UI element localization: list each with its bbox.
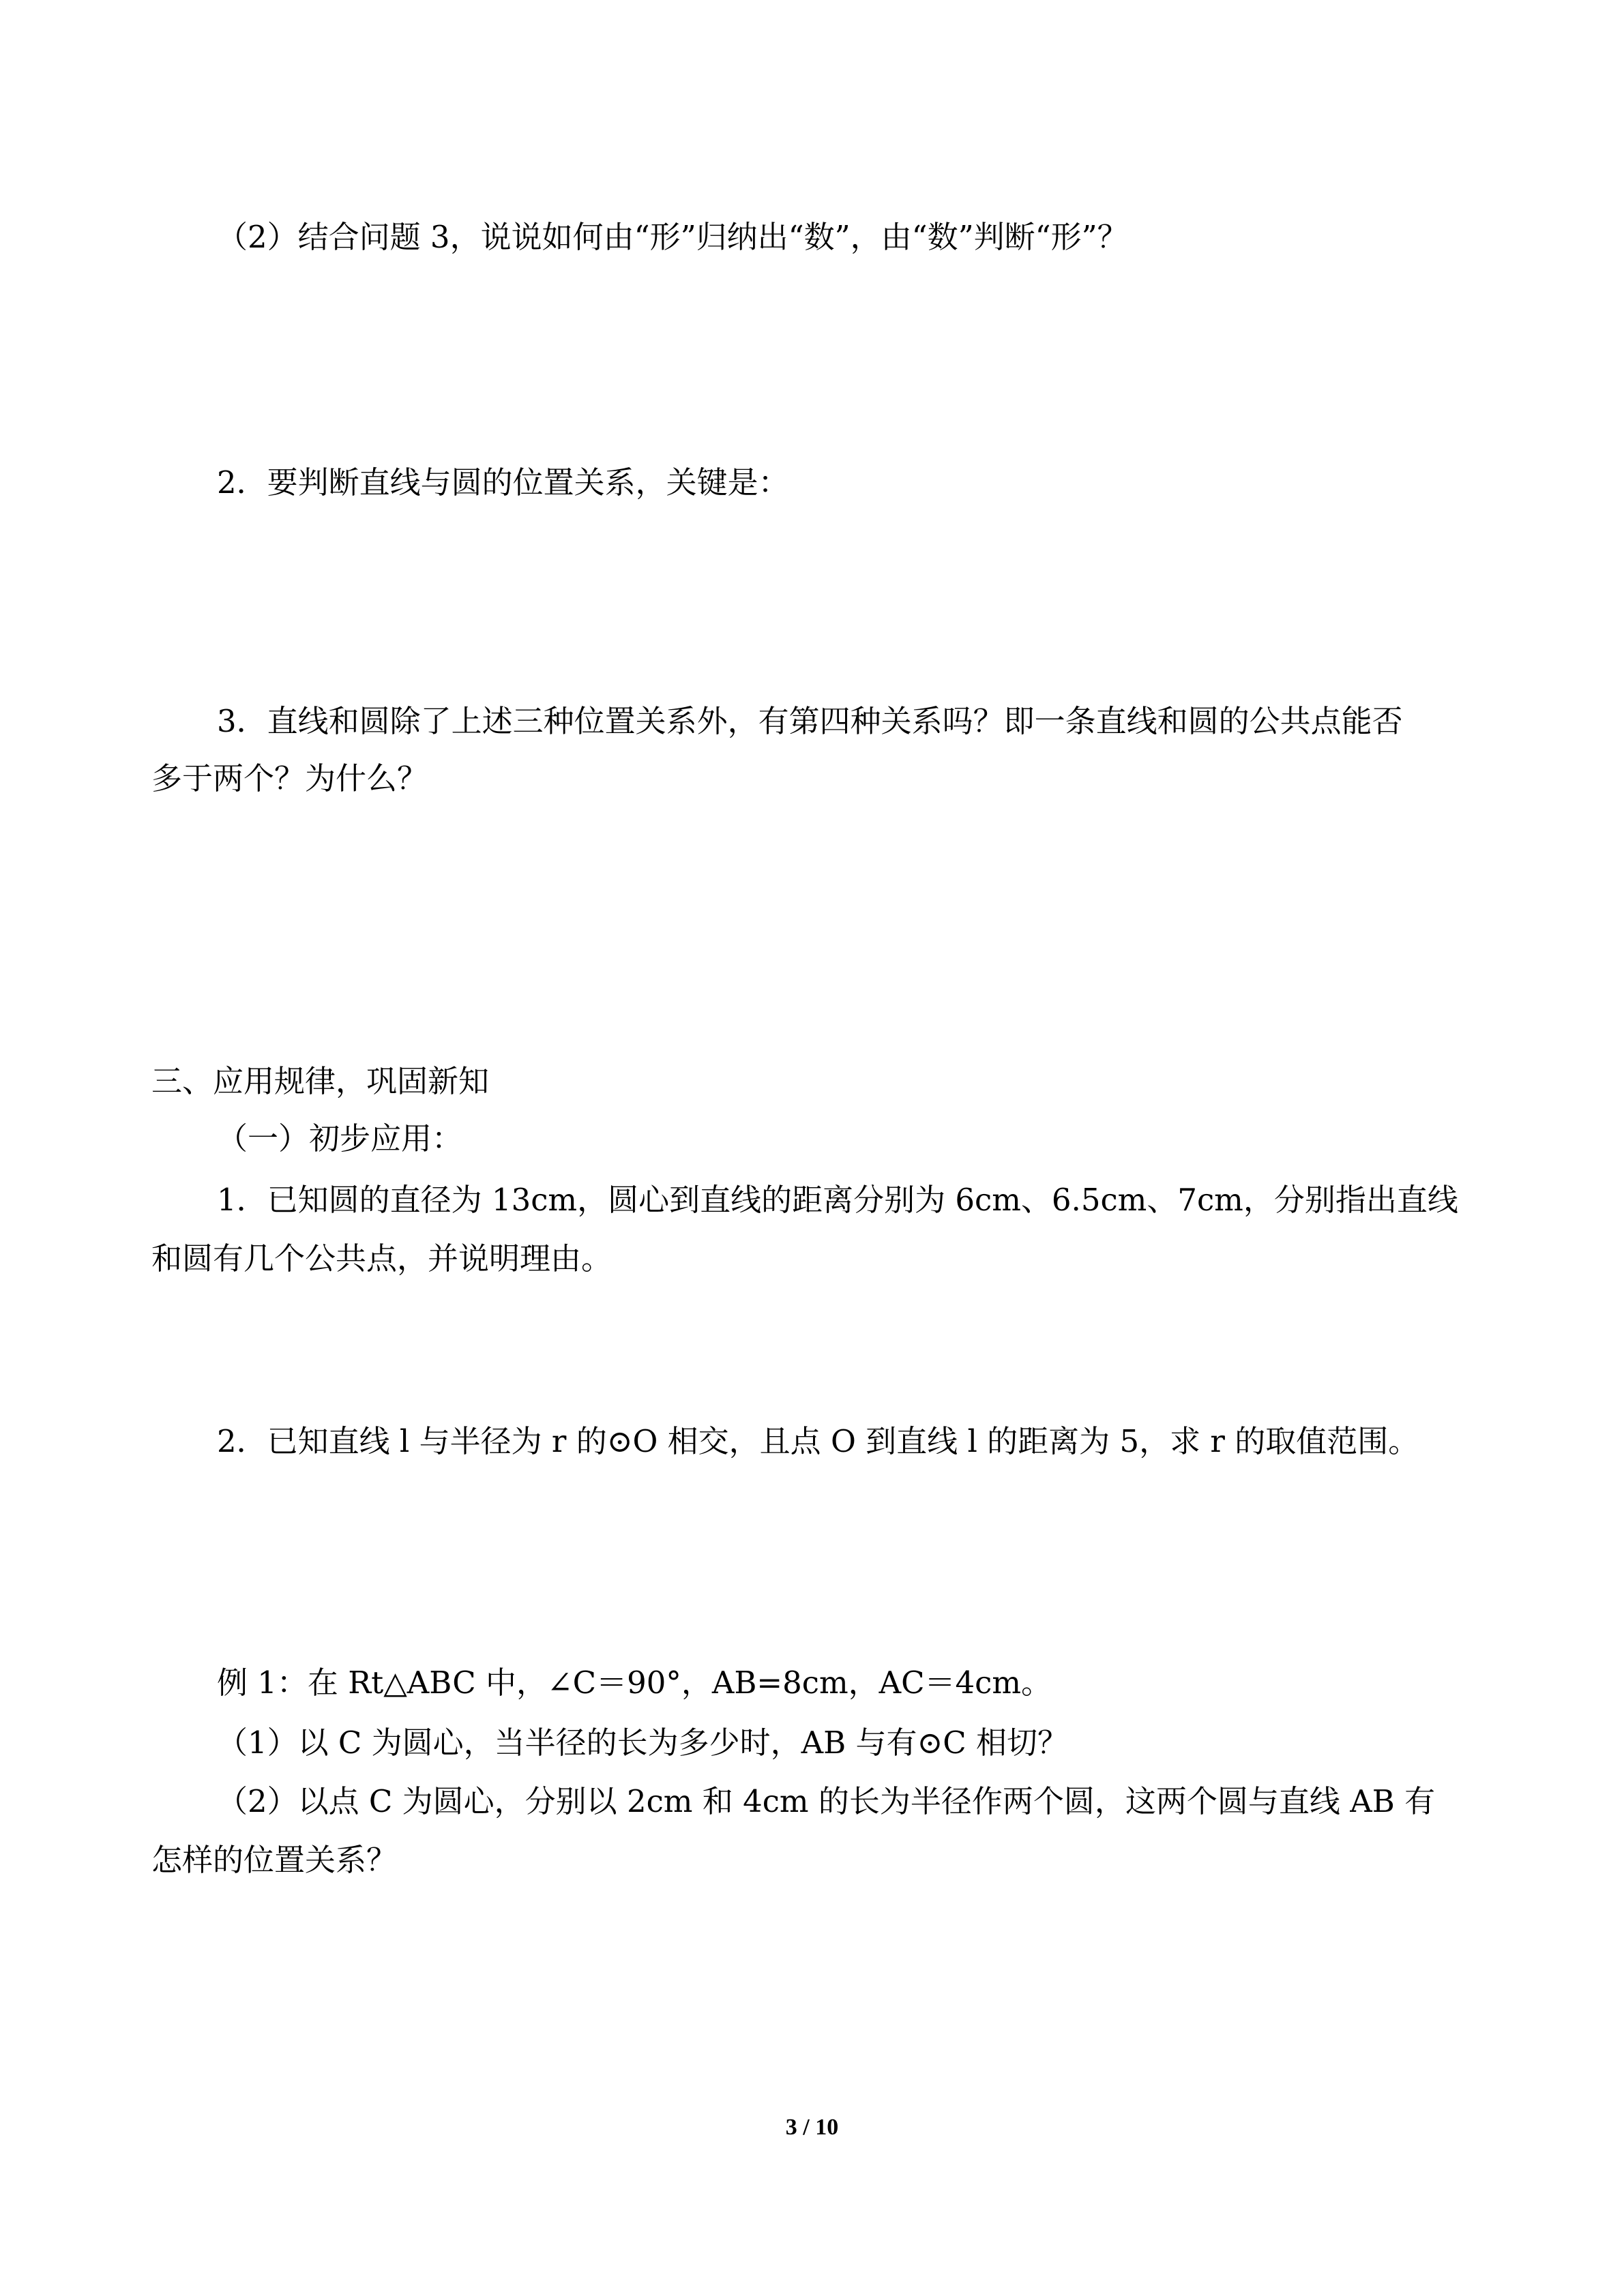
- subsection-1-title: （一）初步应用：: [217, 1120, 463, 1157]
- question-2-combine: （2）结合问题 3，说说如何由“形”归纳出“数”，由“数”判断“形”？: [217, 219, 1128, 255]
- exercise-1-line-1: 1．已知圆的直径为 13cm，圆心到直线的距离分别为 6cm、6.5cm、7cm，分别指出直线: [217, 1182, 1458, 1218]
- section-3-title: 三、应用规律，巩固新知: [151, 1063, 490, 1099]
- item-2-key-point: 2．要判断直线与圆的位置关系，关键是：: [217, 464, 789, 501]
- example-1-stem: 例 1：在 Rt△ABC 中，∠C＝90°，AB=8cm，AC＝4cm。: [217, 1665, 1052, 1701]
- example-1-question-2-line-1: （2）以点 C 为圆心，分别以 2cm 和 4cm 的长为半径作两个圆，这两个圆与直线 AB 有: [217, 1783, 1436, 1819]
- exercise-1-line-2: 和圆有几个公共点，并说明理由。: [151, 1240, 612, 1277]
- page-number: 3 / 10: [785, 2115, 839, 2140]
- example-1-question-2-line-2: 怎样的位置关系？: [151, 1842, 398, 1878]
- exercise-2-line-1: 2．已知直线 l 与半径为 r 的⊙O 相交，且点 O 到直线 l 的距离为 5，求 r 的取值范围。: [217, 1423, 1419, 1459]
- example-1-question-1: （1）以 C 为圆心，当半径的长为多少时，AB 与有⊙C 相切？: [217, 1725, 1068, 1761]
- item-3-line-1: 3．直线和圆除了上述三种位置关系外，有第四种关系吗？即一条直线和圆的公共点能否: [217, 703, 1403, 739]
- item-3-line-2: 多于两个？为什么？: [151, 760, 428, 796]
